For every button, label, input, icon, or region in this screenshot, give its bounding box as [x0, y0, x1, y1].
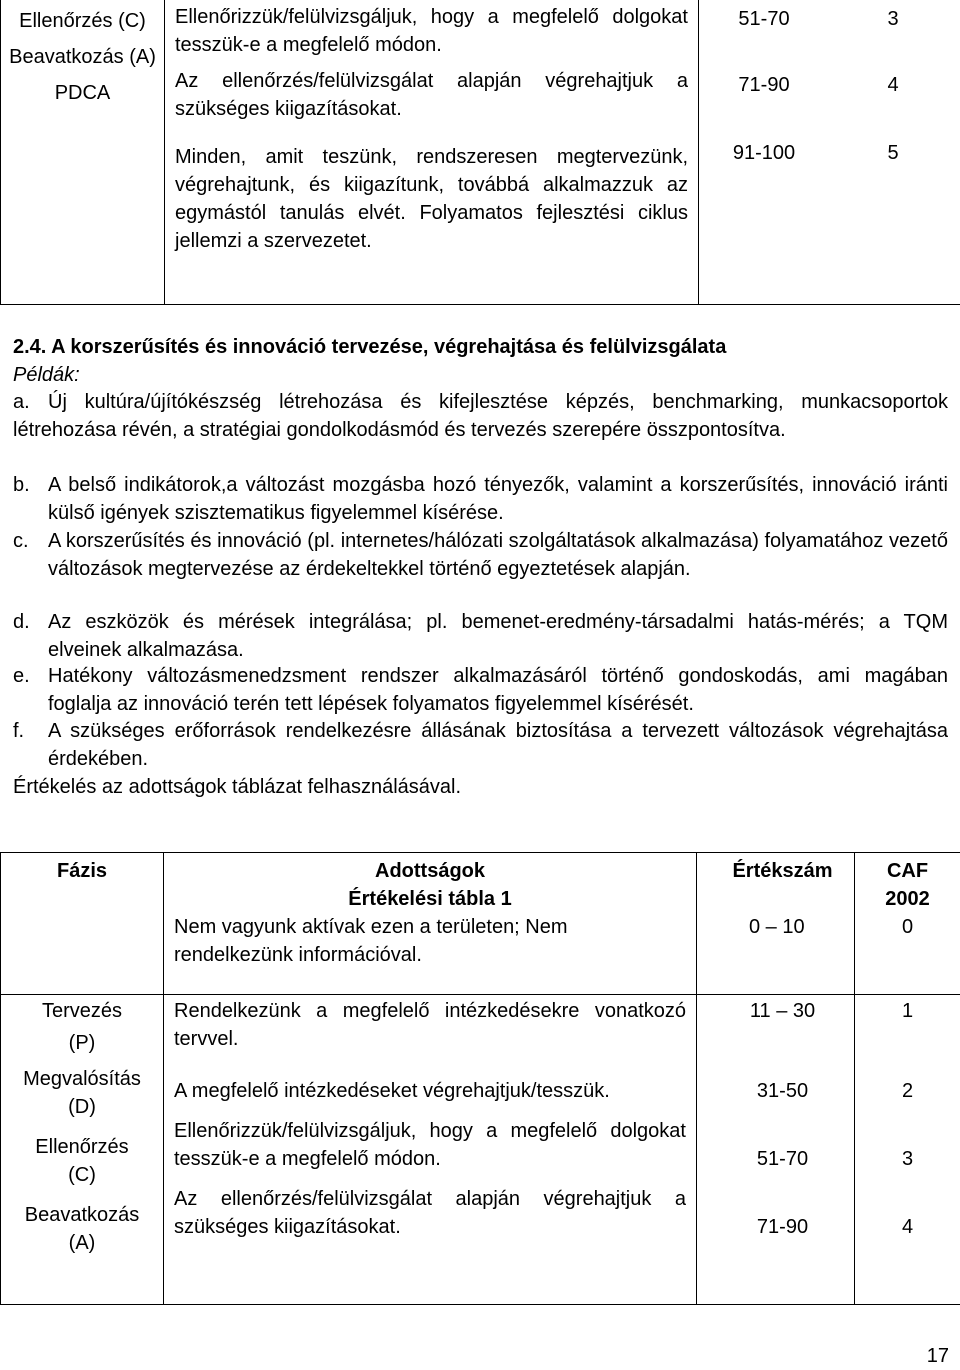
- header-capabilities-subtitle: Értékelési tábla 1: [164, 885, 696, 913]
- rating-score: 4: [863, 71, 923, 99]
- phase-name: Ellenőrzés: [1, 1121, 163, 1161]
- list-item-letter: c.: [13, 527, 29, 555]
- list-item: [13, 608, 948, 664]
- list-item-text: Új kultúra/újítókészség létrehozása és kifejlesztése képzés, benchmarking, munkacsoportok létrehozása révén, a stratégiai gondolkodásmód és tervezés szerepére összpontosítva.: [13, 388, 948, 444]
- description-cell: Az ellenőrzés/felülvizsgálat alapján végrehajtjuk a szükséges kiigazításokat.: [165, 59, 698, 123]
- top-table: [0, 0, 960, 305]
- phase-column: [1, 995, 164, 1305]
- description-column: [164, 995, 697, 1305]
- list-item: [13, 717, 948, 773]
- header-capabilities-title: Adottságok: [164, 857, 696, 885]
- rating-range: 51-70: [694, 5, 834, 33]
- header-caf-year: 2002: [855, 885, 960, 913]
- list-item: [13, 662, 948, 718]
- header-phase: Fázis: [1, 853, 164, 995]
- phase-name: Beavatkozás: [1, 1189, 163, 1229]
- list-item-letter: e.: [13, 662, 30, 690]
- score-cell: 3: [855, 1105, 960, 1173]
- table-header-row: [1, 853, 960, 995]
- list-item-text: A korszerűsítés és innováció (pl. internetes/hálózati szolgáltatások alkalmazása) folyamatához vezető változások megtervezése az érdekeltekkel történő egyeztetések alapján.: [48, 527, 948, 583]
- description-cell: A megfelelő intézkedéseket végrehajtjuk/tesszük.: [164, 1053, 696, 1105]
- evaluation-note: Értékelés az adottságok táblázat felhasználásával.: [13, 773, 461, 801]
- score-cell: 1: [855, 997, 960, 1025]
- header-value: Értékszám: [697, 857, 854, 885]
- phase-code: (D): [1, 1093, 163, 1121]
- table-row: [1, 0, 960, 305]
- description-column: [165, 0, 699, 305]
- list-item-text: Az eszközök és mérések integrálása; pl. bemenet-eredmény-társadalmi hatás-mérés; a TQM elveinek alkalmazása.: [48, 608, 948, 664]
- intro-range: 0 – 10: [697, 885, 854, 941]
- phase-cell: Beavatkozás (A): [1, 35, 164, 71]
- phase-name: Megvalósítás: [1, 1057, 163, 1093]
- list-item: [13, 471, 948, 527]
- examples-label: Példák:: [13, 361, 80, 389]
- header-capabilities: [164, 853, 697, 995]
- list-item-text: Hatékony változásmenedzsment rendszer alkalmazásáról történő gondoskodás, ami magában foglalja az innováció terén tett lépések folyamatos figyelemmel kísérését.: [48, 662, 948, 718]
- phase-column: [1, 0, 165, 305]
- page-number: 17: [927, 1342, 949, 1370]
- range-cell: 31-50: [697, 1025, 854, 1105]
- list-item-text: A belső indikátorok,a változást mozgásba hozó tényezők, valamint a korszerűsítés, innováció iránti külső igények szisztematikus figyelemmel kísérése.: [48, 471, 948, 527]
- list-item: [13, 388, 948, 444]
- phase-code: (P): [1, 1025, 163, 1057]
- phase-name: Tervezés: [1, 997, 163, 1025]
- rating-score: 3: [863, 5, 923, 33]
- evaluation-table: [0, 852, 960, 1305]
- rating-column: [699, 0, 960, 305]
- phase-code: (A): [1, 1229, 163, 1257]
- score-cell: 2: [855, 1025, 960, 1105]
- header-caf: CAF: [855, 857, 960, 885]
- score-cell: 4: [855, 1173, 960, 1241]
- rating-range: 71-90: [694, 71, 834, 99]
- list-item-letter: d.: [13, 608, 30, 636]
- intro-description: Nem vagyunk aktívak ezen a területen; Nem rendelkezünk információval.: [164, 913, 696, 969]
- phase-code: (C): [1, 1161, 163, 1189]
- rating-range: 91-100: [694, 139, 834, 167]
- description-cell: Minden, amit teszünk, rendszeresen megtervezünk, végrehajtunk, és kiigazítunk, továbbá alkalmazzuk az egymástól tanulás elvét. Folyamatos fejlesztési ciklus jellemzi a szervezetet.: [165, 123, 698, 255]
- header-value-cell: [697, 853, 855, 995]
- description-cell: Az ellenőrzés/felülvizsgálat alapján végrehajtjuk a szükséges kiigazításokat.: [164, 1173, 696, 1241]
- range-cell: 11 – 30: [697, 997, 854, 1025]
- list-item: [13, 527, 948, 583]
- list-item-text: A szükséges erőforrások rendelkezésre állásának biztosítása a tervezett változások végrehajtása érdekében.: [48, 717, 948, 773]
- phase-cell: Ellenőrzés (C): [1, 0, 164, 35]
- header-caf-cell: [855, 853, 960, 995]
- rating-score: 5: [863, 139, 923, 167]
- intro-score: 0: [855, 913, 960, 941]
- table-row: [1, 995, 960, 1305]
- description-cell: Rendelkezünk a megfelelő intézkedésekre vonatkozó tervvel.: [164, 997, 696, 1053]
- list-item-letter: a.: [13, 388, 30, 416]
- range-cell: 51-70: [697, 1105, 854, 1173]
- phase-cell: PDCA: [1, 71, 164, 107]
- range-column: [697, 995, 855, 1305]
- description-cell: Ellenőrizzük/felülvizsgáljuk, hogy a megfelelő dolgokat tesszük-e a megfelelő módon.: [164, 1105, 696, 1173]
- section-heading: 2.4. A korszerűsítés és innováció tervezése, végrehajtása és felülvizsgálata: [13, 333, 726, 361]
- range-cell: 71-90: [697, 1173, 854, 1241]
- description-cell: Ellenőrizzük/felülvizsgáljuk, hogy a megfelelő dolgokat tesszük-e a megfelelő módon.: [165, 0, 698, 59]
- list-item-letter: f.: [13, 717, 24, 745]
- score-column: [855, 995, 960, 1305]
- list-item-letter: b.: [13, 471, 30, 499]
